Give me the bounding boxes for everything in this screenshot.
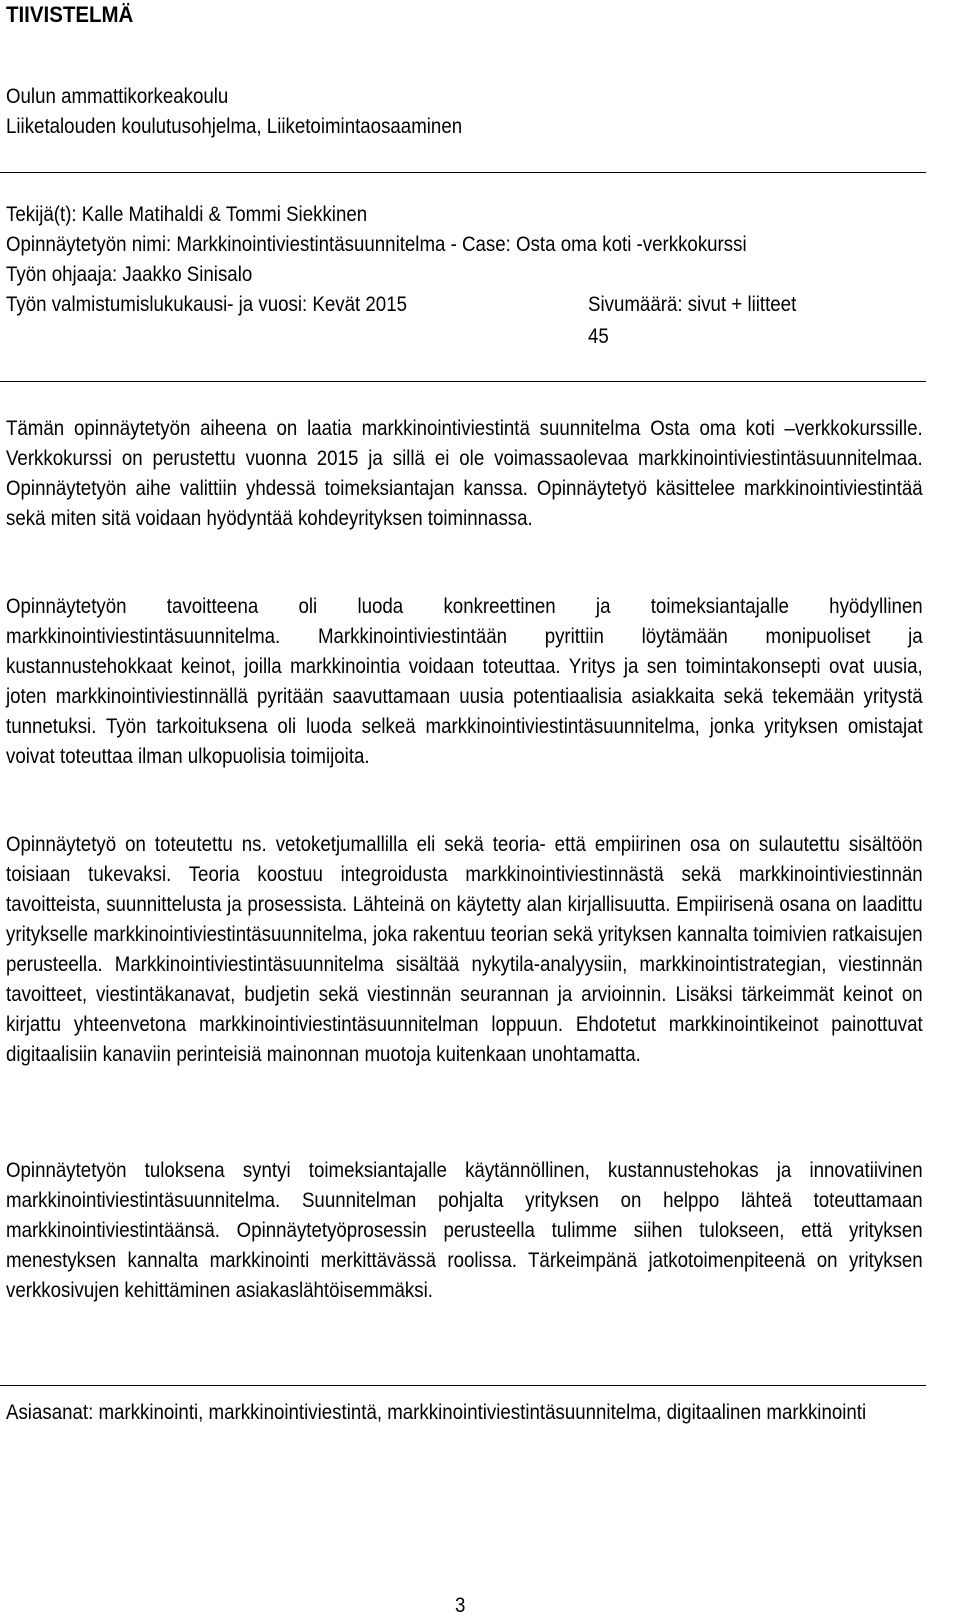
- thesis-title-line: Opinnäytetyön nimi: Markkinointiviestintäsuunnitelma - Case: Osta oma koti -verkkokurssi: [6, 233, 747, 256]
- abstract-paragraph-1: Tämän opinnäytetyön aiheena on laatia markkinointiviestintä suunnitelma Osta oma koti –verkkokurssille. Verkkokurssi on perustettu vuonna 2015 ja sillä ei ole voimassaolevaa markkinointiviestintäsuunnitelmaa. Opinnäytetyön aihe valittiin yhdessä toimeksiantajan kanssa. Opinnäytetyö käsittelee markkinointiviestintää sekä miten sitä voidaan hyödyntää kohdeyrityksen toiminnassa.: [6, 417, 923, 530]
- page-number: 3: [455, 1594, 466, 1617]
- top-divider: [0, 172, 926, 173]
- authors-line: Tekijä(t): Kalle Matihaldi & Tommi Siekkinen: [6, 203, 368, 226]
- abstract-paragraph-3: Opinnäytetyö on toteutettu ns. vetoketjumallilla eli sekä teoria- että empiirinen osa on sulautettu sisältöön toisiaan tukevaksi. Teoria koostuu integroidusta markkinointiviestinnästä sekä markkinointiviestinnän tavoitteista, suunnittelusta ja prosessista. Lähteinä on käytetty alan kirjallisuutta. Empiirisenä osana on laadittu yritykselle markkinointiviestintäsuunnitelma, joka rakentuu teorian sekä yrityksen kannalta toimivien ratkaisujen perusteella. Markkinointiviestintäsuunnitelma sisältää nykytila-analyysiin, markkinointistrategian, viestinnän tavoitteet, viestintäkanavat, budjetin sekä viestinnän seurannan ja arvioinnin. Lisäksi tärkeimmät keinot on kirjattu yhteenvetona markkinointiviestintäsuunnitelman loppuun. Ehdotetut markkinointikeinot painottuvat digitaalisiin kanaviin perinteisiä mainonnan muotoja kuitenkaan unohtamatta.: [6, 833, 923, 1066]
- supervisor-line: Työn ohjaaja: Jaakko Sinisalo: [6, 263, 253, 286]
- page-title: TIIVISTELMÄ: [6, 2, 134, 27]
- abstract-paragraph-4: Opinnäytetyön tuloksena syntyi toimeksiantajalle käytännöllinen, kustannustehokas ja innovatiivinen markkinointiviestintäsuunnitelma. Suunnitelman pohjalta yrityksen on helppo lähteä toteuttamaan markkinointiviestintäänsä. Opinnäytetyöprosessin perusteella tulimme siihen tulokseen, että yrityksen menestyksen kannalta markkinointi merkittävässä roolissa. Tärkeimpänä jatkotoimenpiteenä on yrityksen verkkosivujen kehittäminen asiakaslähtöisemmäksi.: [6, 1159, 923, 1302]
- page-count-label: Sivumäärä: sivut + liitteet: [588, 293, 797, 316]
- keywords: Asiasanat: markkinointi, markkinointiviestintä, markkinointiviestintäsuunnitelma, digitaalinen markkinointi: [6, 1401, 867, 1424]
- completion-line: Työn valmistumislukukausi- ja vuosi: Kevät 2015: [6, 293, 407, 316]
- page-count-value: 45: [588, 325, 609, 348]
- abstract-paragraph-2: Opinnäytetyön tavoitteena oli luoda konkreettinen ja toimeksiantajalle hyödyllinen markkinointiviestintäsuunnitelma. Markkinointiviestintään pyrittiin löytämään monipuoliset ja kustannustehokkaat keinot, joilla markkinointia voidaan toteuttaa. Yritys ja sen toimintakonsepti ovat uusia, joten markkinointiviestinnällä pyritään saavuttamaan uusia potentiaalisia asiakkaita sekä tekemään yritystä tunnetuksi. Työn tarkoituksena oli luoda selkeä markkinointiviestintäsuunnitelma, jonka yrityksen omistajat voivat toteuttaa ilman ulkopuolisia toimijoita.: [6, 595, 923, 768]
- degree-programme: Liiketalouden koulutusohjelma, Liiketoimintaosaaminen: [6, 115, 463, 138]
- bottom-divider: [0, 1385, 926, 1386]
- school-name: Oulun ammattikorkeakoulu: [6, 85, 229, 108]
- middle-divider: [0, 381, 926, 382]
